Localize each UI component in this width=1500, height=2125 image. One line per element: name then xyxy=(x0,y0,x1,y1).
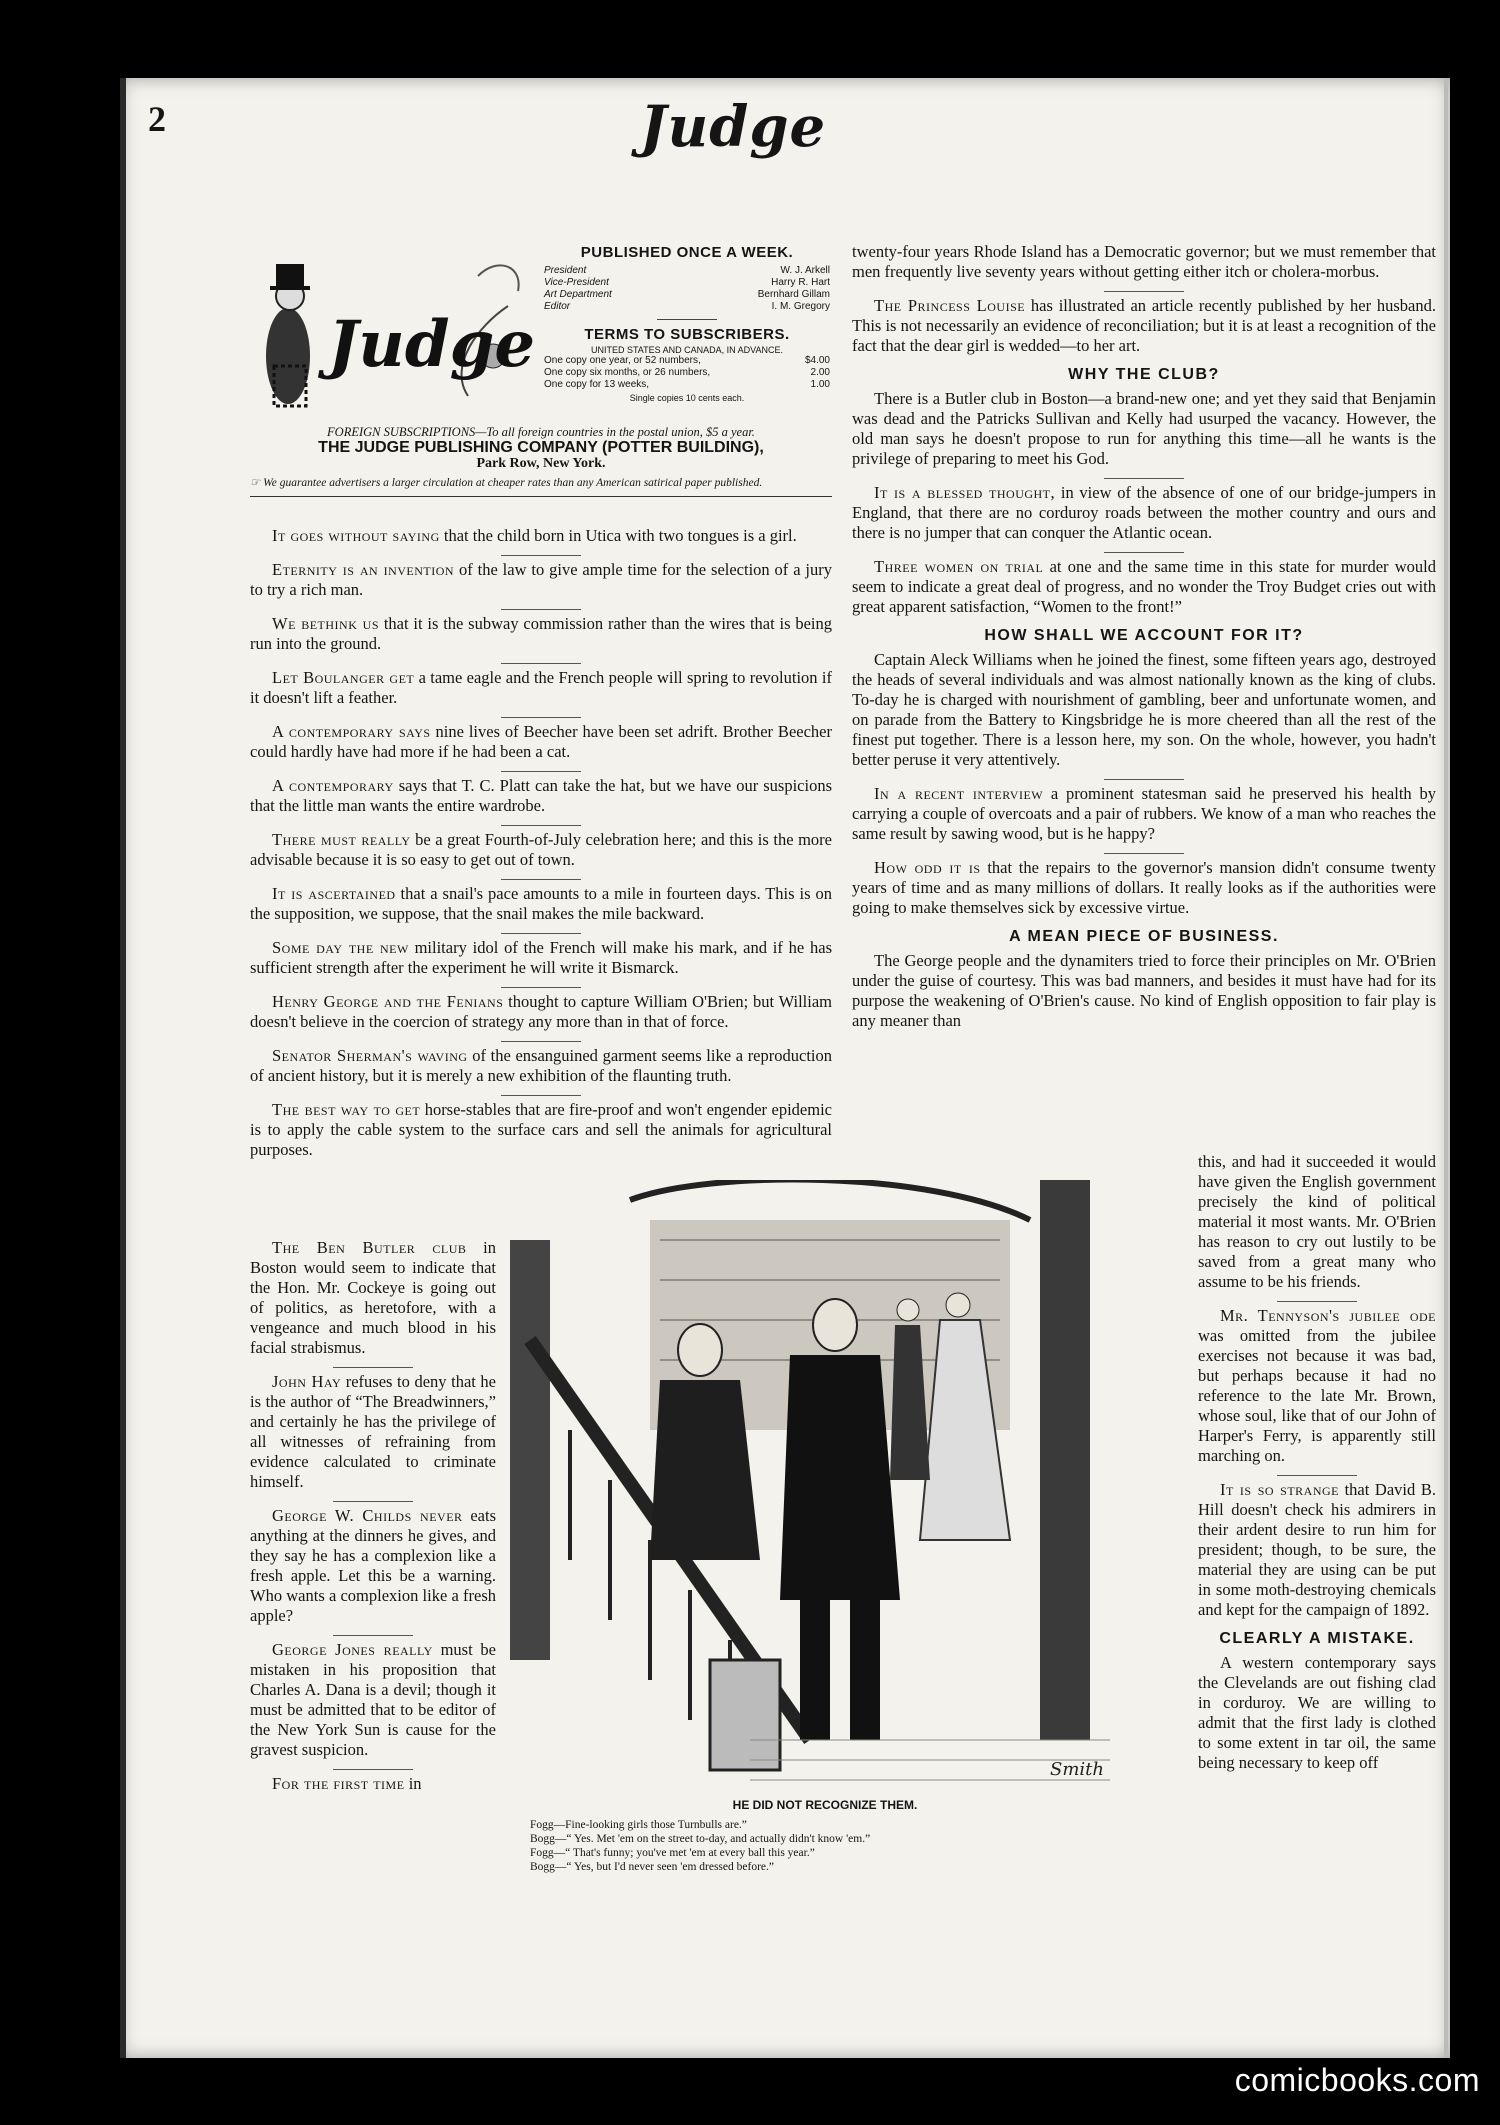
paragraph-divider xyxy=(1104,853,1184,854)
paragraph-divider xyxy=(501,771,581,772)
paragraph xyxy=(250,668,832,708)
paragraph-lead: Let Boulanger get xyxy=(272,668,415,687)
dialogue-line: Fogg—Fine-looking girls those Turnbulls are.” xyxy=(530,1819,747,1831)
paragraph-text: nine lives of Beecher have been set adrift. Brother Beecher could hardly have had more if he had been a cat. xyxy=(250,722,832,761)
paragraph-text: that the repairs to the governor's mansion didn't consume twenty years of time and as many millions of dollars. It really looks as if the authorities were going to make themselves sick by excessive virtue. xyxy=(852,858,1436,917)
paragraph-divider xyxy=(1104,291,1184,292)
paragraph xyxy=(1198,1480,1436,1620)
paragraph xyxy=(852,951,1436,1031)
terms-heading: TERMS TO SUBSCRIBERS. xyxy=(584,326,790,343)
paragraph xyxy=(852,389,1436,469)
staff-row xyxy=(544,301,830,313)
paragraph-divider xyxy=(333,1501,413,1502)
paragraph-divider xyxy=(333,1769,413,1770)
paragraph-divider xyxy=(501,825,581,826)
paragraph-text: that a snail's pace amounts to a mile in fourteen days. This is on the supposition, we suppose, that the snail makes the mile backward. xyxy=(250,884,832,923)
staff-role: Editor xyxy=(544,301,571,312)
paragraph-divider xyxy=(1277,1475,1357,1476)
paragraph xyxy=(250,1506,496,1626)
terms-row xyxy=(544,367,830,379)
paragraph-text: says that T. C. Platt can take the hat, but we have our suspicions that the little man wants the entire wardrobe. xyxy=(250,776,832,815)
paragraph-text: was omitted from the jubilee exercises not because it was bad, but perhaps because it had no reference to the late Mr. Brown, whose soul, like that of our John of Harper's Ferry, is apparently still marching on. xyxy=(1198,1326,1436,1465)
paragraph-lead: How odd it is xyxy=(874,858,981,877)
paragraph-lead: The best way to get xyxy=(272,1100,421,1119)
paragraph-lead: George Jones really xyxy=(272,1640,433,1659)
site-watermark: comicbooks.com xyxy=(1234,2062,1480,2098)
staff-name: Bernhard Gillam xyxy=(757,289,830,300)
paragraph-text: a prominent statesman said he preserved his health by carrying a couple of overcoats and a pair of rubbers. We know of a man who reaches the same result by sawing wood, but is he happy? xyxy=(852,784,1436,843)
staff-row xyxy=(544,277,830,289)
paragraph xyxy=(250,830,832,870)
publication-info-box xyxy=(544,244,830,403)
terms-item: One copy six months, or 26 numbers, xyxy=(544,367,711,378)
paragraph xyxy=(1198,1306,1436,1466)
paragraph xyxy=(852,784,1436,844)
staff-role: President xyxy=(544,265,587,276)
publisher-block xyxy=(250,424,832,497)
section-heading: WHY THE CLUB? xyxy=(1068,366,1220,383)
paragraph-divider xyxy=(501,555,581,556)
staff-role: Art Department xyxy=(544,289,612,300)
paragraph-text: of the ensanguined garment seems like a reproduction of ancient history, but it is merely a new exhibition of the flaunting truth. xyxy=(250,1046,832,1085)
logo-text: Judge xyxy=(328,307,536,382)
terms-subheading: UNITED STATES AND CANADA, IN ADVANCE. xyxy=(590,345,784,355)
paragraph-text: has illustrated an article recently published by her husband. This is not necessarily an evidence of reconciliation; but it is at least a recognition of the fact that the dear girl is wedded—to her art. xyxy=(852,296,1436,355)
paragraph-text: Captain Aleck Williams when he joined the finest, some fifteen years ago, destroyed the heads of several individuals and was almost nationally known as the king of clubs. To-day he is charged with nourishment of gambling, beer and unfortunate women, and on parade from the Battery to Kingsbridge he is more cheered than all the rest of the finest put together. There is a lesson here, my son. On the whole, however, you hadn't better peruse it very attentively. xyxy=(852,650,1436,769)
paragraph-divider xyxy=(501,1095,581,1096)
paragraph-text: in view of the absence of one of our bridge-jumpers in England, that there are no corduroy roads between the mother country and ours and there is no jumper that can conquer the Atlantic ocean. xyxy=(852,483,1436,542)
paragraph-divider xyxy=(1104,478,1184,479)
section-heading: HOW SHALL WE ACCOUNT FOR IT? xyxy=(984,627,1304,644)
paragraph xyxy=(1198,1152,1436,1292)
paragraph xyxy=(250,1238,496,1358)
paragraph xyxy=(250,1372,496,1492)
terms-price: $4.00 xyxy=(804,355,830,366)
paragraph-lead: A contemporary says xyxy=(272,722,431,741)
paragraph xyxy=(852,242,1436,282)
paragraph-text: at one and the same time in this state for murder would seem to indicate a great deal of progress, and no wonder the Troy Budget cries out with great apparent satisfaction, “Women to the front!” xyxy=(852,557,1436,616)
paragraph-divider xyxy=(1277,1301,1357,1302)
paragraph xyxy=(1198,1653,1436,1773)
paragraph xyxy=(250,884,832,924)
paragraph-text: a tame eagle and the French people will spring to revolution if it doesn't lift a feather. xyxy=(250,668,832,707)
terms-price: 2.00 xyxy=(810,367,830,378)
terms-row xyxy=(544,355,830,367)
terms-list xyxy=(544,355,830,391)
terms-row xyxy=(544,379,830,391)
artist-signature: Smith xyxy=(1050,1759,1104,1780)
paragraph-text: in xyxy=(404,1774,422,1793)
paragraph-divider xyxy=(501,1041,581,1042)
paragraph xyxy=(250,1774,496,1794)
paragraph-text: this, and had it succeeded it would have given the English government precisely the kind of political material it most wants. Mr. O'Brien has reason to cry out lustily to be saved from a great many who assume to be his friends. xyxy=(1198,1152,1436,1291)
paragraph xyxy=(852,557,1436,617)
paragraph-lead: It is so strange xyxy=(1220,1480,1339,1499)
paragraph-lead: Some day the new xyxy=(272,938,409,957)
paragraph xyxy=(250,614,832,654)
left-column xyxy=(250,526,832,1169)
paragraph-lead: George W. Childs never xyxy=(272,1506,463,1525)
paragraph xyxy=(250,560,832,600)
section-heading: A MEAN PIECE OF BUSINESS. xyxy=(1009,928,1279,945)
company-name: THE JUDGE PUBLISHING COMPANY (POTTER BUILDING), xyxy=(318,439,764,456)
caption-dialogue xyxy=(530,1818,1120,1874)
paragraph-divider xyxy=(501,663,581,664)
staff-name: I. M. Gregory xyxy=(771,301,830,312)
paragraph-text: There is a Butler club in Boston—a brand-new one; and yet they said that Benjamin was dead and the Patricks Sullivan and Kelly had usurped the vacancy. However, the old man says he doesn't propose to run for anything this time—all he wants is the privilege of preparing to meet his God. xyxy=(852,389,1436,468)
terms-price: 1.00 xyxy=(810,379,830,390)
paragraph-lead: A contemporary xyxy=(272,776,394,795)
right-narrow-column xyxy=(1198,1152,1436,1782)
section-heading: CLEARLY A MISTAKE. xyxy=(1219,1630,1415,1647)
terms-item: One copy for 13 weeks, xyxy=(544,379,650,390)
paragraph-text: horse-stables that are fire-proof and won't engender epidemic is to apply the cable system to the surface cars and sell the animals for agricultural purposes. xyxy=(250,1100,832,1159)
paragraph xyxy=(852,858,1436,918)
paragraph-lead: Three women on trial xyxy=(874,557,1044,576)
paragraph xyxy=(250,776,832,816)
staff-list xyxy=(544,265,830,313)
paragraph-lead: In a recent interview xyxy=(874,784,1044,803)
paragraph-text: must be mistaken in his proposition that Charles A. Dana is a devil; though it must be admitted that to be editor of the New York Sun is cause for the gravest suspicion. xyxy=(250,1640,496,1759)
dialogue-line: Fogg—“ That's funny; you've met 'em at every ball this year.” xyxy=(530,1847,815,1859)
paragraph-divider xyxy=(501,987,581,988)
page-left-edge xyxy=(120,78,126,2058)
paragraph-text: military idol of the French will make his mark, and if he has sufficient strength after the experiment he will write it Bismarck. xyxy=(250,938,833,977)
right-column xyxy=(852,242,1436,1040)
divider xyxy=(250,496,832,497)
paragraph xyxy=(250,1100,832,1160)
terms-item: One copy one year, or 52 numbers, xyxy=(544,355,701,366)
paragraph-lead: It is a blessed thought, xyxy=(874,483,1056,502)
paragraph-lead: Henry George and the Fenians xyxy=(272,992,504,1011)
divider xyxy=(657,319,717,320)
paragraph-text: The George people and the dynamiters tried to force their principles on Mr. O'Brien under the guise of courtesy. This was bad manners, and besides it must have had for its purpose the weakening of O'Brien's cause. No kind of English opposition to fair play is any meaner than xyxy=(852,951,1436,1030)
paragraph-divider xyxy=(501,933,581,934)
paragraph-divider xyxy=(501,609,581,610)
published-heading: PUBLISHED ONCE A WEEK. xyxy=(580,244,794,261)
paragraph-lead: John Hay xyxy=(272,1372,342,1391)
staff-row xyxy=(544,289,830,301)
paragraph-text: that the child born in Utica with two tongues is a girl. xyxy=(439,526,797,545)
paragraph-lead: It goes without saying xyxy=(272,526,440,545)
paragraph-lead: The Ben Butler club xyxy=(272,1238,467,1257)
staff-name: W. J. Arkell xyxy=(780,265,830,276)
paragraph-text: that David B. Hill doesn't check his admirers in their ardent desire to run him for president; though, to be sure, the material they are using can be put in some moth-destroying chemicals and kept for the campaign of 1892. xyxy=(1198,1480,1436,1619)
paragraph xyxy=(250,992,832,1032)
page-right-edge xyxy=(1444,78,1448,2058)
paragraph xyxy=(852,483,1436,543)
cartoon-illustration xyxy=(510,1180,1150,1790)
paragraph-lead: Eternity is an invention xyxy=(272,560,455,579)
paragraph-lead: Senator Sherman's waving xyxy=(272,1046,468,1065)
staff-row xyxy=(544,265,830,277)
left-narrow-column xyxy=(250,1238,496,1803)
staff-role: Vice-President xyxy=(544,277,609,288)
paragraph-divider xyxy=(333,1367,413,1368)
masthead-title: Judge xyxy=(640,94,827,160)
paragraph-text: be a great Fourth-of-July celebration here; and this is the more advisable because it is so easy to get out of town. xyxy=(250,830,832,869)
paragraph-divider xyxy=(1104,779,1184,780)
paragraph-text: that it is the subway commission rather than the wires that is being run into the ground. xyxy=(250,614,832,653)
judge-logo-illustration xyxy=(248,246,536,418)
paragraph xyxy=(250,938,832,978)
paragraph-divider xyxy=(501,879,581,880)
dialogue-line: Bogg—“ Yes, but I'd never seen 'em dressed before.” xyxy=(530,1861,774,1873)
single-copy-price: Single copies 10 cents each. xyxy=(629,393,745,403)
paragraph-lead: We bethink us xyxy=(272,614,380,633)
paragraph-lead: Mr. Tennyson's jubilee ode xyxy=(1220,1306,1436,1325)
paragraph xyxy=(250,1046,832,1086)
paragraph-text: in Boston would seem to indicate that the Hon. Mr. Cockeye is going out of politics, as heretofore, with a vengeance and much blood in his facial strabismus. xyxy=(250,1238,496,1357)
illustration-caption xyxy=(530,1798,1120,1874)
paragraph-lead: The Princess Louise xyxy=(874,296,1026,315)
paragraph-text: twenty-four years Rhode Island has a Democratic governor; but we must remember that men frequently live seventy years without getting either itch or cholera-morbus. xyxy=(852,242,1436,281)
caption-title: HE DID NOT RECOGNIZE THEM. xyxy=(732,1798,918,1812)
paragraph xyxy=(852,296,1436,356)
paragraph-divider xyxy=(501,717,581,718)
paragraph xyxy=(250,722,832,762)
staff-name: Harry R. Hart xyxy=(771,277,830,288)
paragraph-text: A western contemporary says the Clevelands are out fishing clad in corduroy. We are willing to admit that the first lady is clothed to some extent in tar oil, the same being necessary to keep off xyxy=(1198,1653,1436,1772)
paragraph xyxy=(250,1640,496,1760)
paragraph-lead: There must really xyxy=(272,830,411,849)
advertising-guarantee: ☞ We guarantee advertisers a larger circulation at cheaper rates than any American satirical paper published. xyxy=(250,477,763,489)
page-number: 2 xyxy=(148,99,166,139)
paragraph-text: eats anything at the dinners he gives, and they say he has a complexion like a fresh apple. Let this be a warning. Who wants a complexion like a fresh apple? xyxy=(250,1506,496,1625)
paragraph-lead: It is ascertained xyxy=(272,884,396,903)
paragraph-divider xyxy=(1104,552,1184,553)
paragraph-divider xyxy=(333,1635,413,1636)
paragraph-lead: For the first time xyxy=(272,1774,405,1793)
paragraph-text: of the law to give ample time for the selection of a jury to try a rich man. xyxy=(250,560,832,599)
dialogue-line: Bogg—“ Yes. Met 'em on the street to-day, and actually didn't know 'em.” xyxy=(530,1833,871,1845)
paragraph xyxy=(852,650,1436,770)
company-address: Park Row, New York. xyxy=(476,456,606,471)
paragraph xyxy=(250,526,832,546)
foreign-subscriptions: FOREIGN SUBSCRIPTIONS—To all foreign countries in the postal union, $5 a year. xyxy=(327,425,755,439)
paragraph-text: refuses to deny that he is the author of “The Breadwinners,” and certainly he has the privilege of all witnesses of refraining from evidence calculated to criminate himself. xyxy=(250,1372,496,1491)
paragraph-text: thought to capture William O'Brien; but William doesn't believe in the coercion of strategy any more than in that of force. xyxy=(250,992,832,1031)
